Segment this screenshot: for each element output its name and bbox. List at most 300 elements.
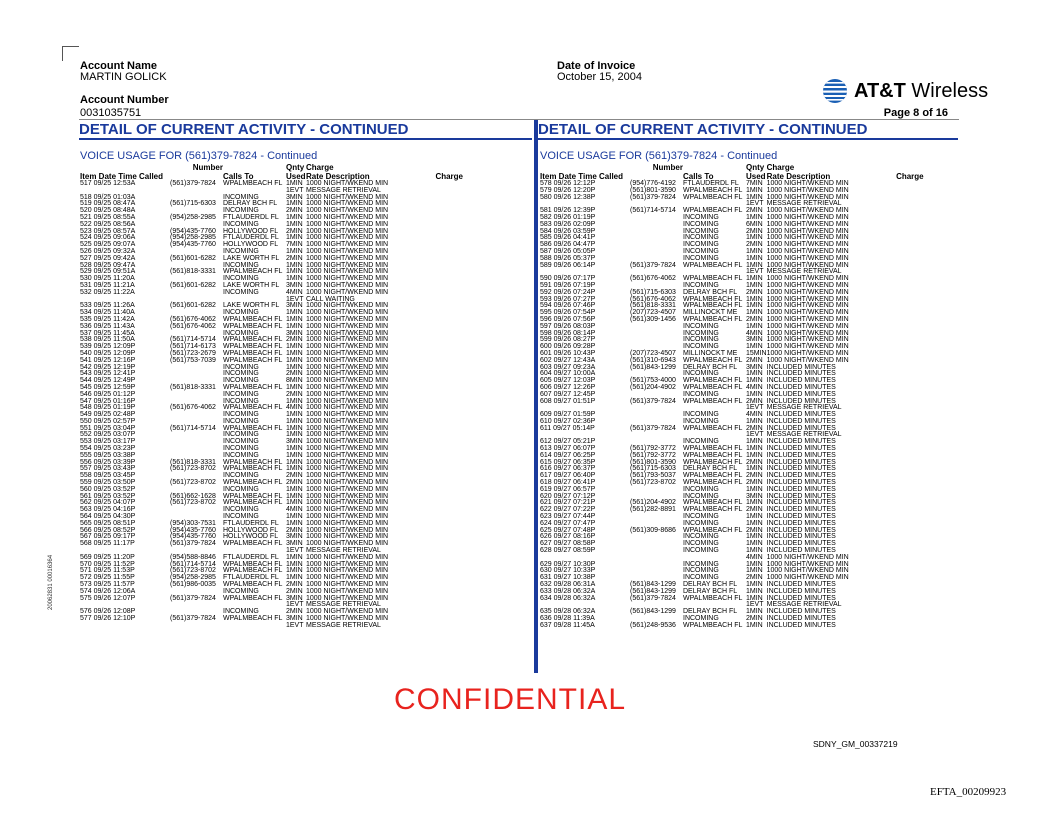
- cell-qnty: 1MIN: [286, 417, 303, 425]
- cell-description: 1000 NIGHT/WKEND MIN: [766, 356, 849, 364]
- cell-qnty: 1MIN: [746, 451, 763, 459]
- logo-wireless: Wireless: [905, 79, 989, 102]
- cell-calls-to: INCOMING: [683, 213, 719, 221]
- cell-qnty: 1MIN: [286, 180, 303, 187]
- cell-number: [630, 412, 683, 419]
- cell-charge: [864, 222, 924, 229]
- cell-item: 617 09/27 06:40P: [540, 472, 596, 480]
- cell-calls-to: INCOMING: [223, 411, 259, 419]
- cell-calls-to: INCOMING: [683, 519, 719, 527]
- cell-charge: [864, 623, 924, 630]
- cell-calls-to: WPALMBEACH FL: [683, 506, 743, 514]
- cell-charge: [403, 534, 463, 541]
- cell-description: 1000 NIGHT/WKEND MIN: [766, 281, 849, 289]
- col-number-top: Number: [652, 163, 683, 172]
- cell-description: 1000 NIGHT/WKEND MIN: [766, 302, 849, 310]
- table-row: [80, 500, 463, 507]
- cell-calls-to: INCOMING: [223, 377, 259, 385]
- col-item: Item Date Time: [540, 171, 597, 181]
- cell-charge: [403, 358, 463, 365]
- cell-charge: [864, 310, 924, 317]
- cell-item: 576 09/26 12:08P: [80, 608, 136, 616]
- cell-description: INCLUDED MINUTES: [766, 526, 836, 534]
- cell-charge: [864, 412, 924, 419]
- cell-number: [630, 541, 683, 548]
- cell-item: 618 09/27 06:41P: [540, 479, 596, 487]
- cell-charge: [403, 303, 463, 310]
- cell-charge: [864, 487, 924, 494]
- cell-description: 1000 NIGHT/WKEND MIN: [306, 513, 389, 521]
- cell-charge: [403, 317, 463, 324]
- cell-charge: [403, 582, 463, 589]
- cell-charge: [403, 446, 463, 453]
- cell-qnty: 4MIN: [746, 553, 763, 561]
- cell-calls-to: WPALMBEACH FL: [683, 193, 743, 201]
- cell-charge: [403, 521, 463, 528]
- cell-calls-to: INCOMING: [683, 560, 719, 568]
- cell-charge: [403, 453, 463, 460]
- cell-description: 1000 NIGHT/WKEND MIN: [306, 608, 389, 616]
- cell-number: [170, 188, 223, 195]
- cell-description: 1000 NIGHT/WKEND MIN: [766, 567, 849, 575]
- cell-description: 1000 NIGHT/WKEND MIN: [766, 329, 849, 337]
- cell-charge: [864, 303, 924, 310]
- cell-calls-to: INCOMING: [683, 220, 719, 228]
- cell-charge: [403, 351, 463, 358]
- cell-item: 555 09/25 03:38P: [80, 451, 136, 459]
- cell-charge: [864, 208, 924, 215]
- cell-description: 1000 NIGHT/WKEND MIN: [766, 193, 849, 201]
- cell-charge: [403, 473, 463, 480]
- cell-number: (561)676-4062: [170, 322, 216, 330]
- cell-qnty: 4MIN: [746, 329, 763, 337]
- cell-number: (561)309-1456: [630, 315, 676, 323]
- cell-calls-to: FTLAUDERDL FL: [223, 213, 279, 221]
- cell-item: 599 09/26 08:27P: [540, 336, 596, 344]
- cell-charge: [403, 290, 463, 297]
- cell-charge: [403, 514, 463, 521]
- cell-qnty: 2MIN: [746, 207, 763, 215]
- cell-calls-to: WPALMBEACH FL: [683, 594, 743, 602]
- cell-number: (561)714-6173: [170, 343, 216, 351]
- cell-charge: [864, 331, 924, 338]
- cell-item: 582 09/26 01:19P: [540, 213, 596, 221]
- cell-qnty: 1MIN: [286, 275, 303, 283]
- table-row: [540, 385, 924, 392]
- cell-number: (561)662-1628: [170, 492, 216, 500]
- table-row: [540, 208, 924, 215]
- cell-calls-to: INCOMING: [223, 472, 259, 480]
- col-used: Used: [746, 171, 766, 181]
- cell-calls-to: INCOMING: [223, 438, 259, 446]
- cell-calls-to: [223, 623, 286, 630]
- cell-charge: [864, 439, 924, 446]
- table-row: [540, 514, 924, 521]
- cell-description: 1000 NIGHT/WKEND MIN: [306, 322, 389, 330]
- cell-calls-to: WPALMBEACH FL: [223, 404, 283, 412]
- cell-charge: [403, 494, 463, 501]
- col-qnty-top: Qnty: [746, 163, 765, 172]
- cell-charge: [864, 602, 924, 609]
- cell-item: 563 09/25 04:16P: [80, 506, 136, 514]
- cell-number: [630, 405, 683, 412]
- cell-qnty: 7MIN: [286, 241, 303, 249]
- cell-calls-to: WPALMBEACH FL: [223, 336, 283, 344]
- cell-description: INCLUDED MINUTES: [766, 594, 836, 602]
- cell-charge: [403, 426, 463, 433]
- cell-item: 605 09/27 12:03P: [540, 377, 596, 385]
- cell-item: 634 09/28 06:32A: [540, 594, 596, 602]
- cell-item: 596 09/26 07:56P: [540, 315, 596, 323]
- cell-charge: [864, 351, 924, 358]
- cell-calls-to: INCOMING: [683, 411, 719, 419]
- cell-qnty: 3MIN: [746, 492, 763, 500]
- account-name: MARTIN GOLICK: [80, 71, 167, 83]
- cell-description: 1000 NIGHT/WKEND MIN: [306, 302, 389, 310]
- cell-qnty: 1MIN: [746, 587, 763, 595]
- cell-qnty: 1MIN: [286, 451, 303, 459]
- cell-description: 1000 NIGHT/WKEND MIN: [306, 594, 389, 602]
- cell-item: 602 09/27 12:43A: [540, 356, 596, 364]
- table-row: [540, 609, 924, 616]
- cell-charge: [864, 562, 924, 569]
- cell-calls-to: WPALMBEACH FL: [683, 275, 743, 283]
- cell-item: 568 09/25 11:17P: [80, 540, 135, 548]
- cell-qnty: 1EVT: [286, 186, 304, 194]
- account-number: 0031035751: [80, 107, 142, 119]
- cell-qnty: 1MIN: [286, 261, 303, 269]
- cell-description: 1000 NIGHT/WKEND MIN: [766, 295, 849, 303]
- cell-charge: [403, 276, 463, 283]
- cell-calls-to: INCOMING: [223, 275, 259, 283]
- cell-number: (954)435-7760: [170, 533, 216, 541]
- cell-qnty: 1MIN: [286, 234, 303, 242]
- cell-description: 1000 NIGHT/WKEND MIN: [766, 322, 849, 330]
- cell-qnty: 1MIN: [286, 567, 303, 575]
- cell-number: (561)986-0035: [170, 581, 216, 589]
- cell-description: 1000 NIGHT/WKEND MIN: [306, 404, 389, 412]
- table-row: [80, 385, 463, 392]
- cell-description: INCLUDED MINUTES: [766, 581, 836, 589]
- table-row: [540, 507, 924, 514]
- cell-description: 1000 NIGHT/WKEND MIN: [306, 499, 389, 507]
- table-row: [80, 616, 463, 623]
- cell-item: 523 09/25 08:57A: [80, 227, 136, 235]
- cell-charge: [403, 283, 463, 290]
- cell-qnty: 4MIN: [286, 404, 303, 412]
- cell-item: 536 09/25 11:43A: [80, 322, 135, 330]
- cell-item: 534 09/25 11:40A: [80, 309, 135, 317]
- cell-calls-to: WPALMBEACH FL: [223, 322, 283, 330]
- cell-description: 1000 NIGHT/WKEND MIN: [306, 587, 389, 595]
- cell-charge: [864, 528, 924, 535]
- cell-item: 586 09/26 04:47P: [540, 241, 596, 249]
- cell-charge: [864, 371, 924, 378]
- cell-qnty: 2MIN: [286, 608, 303, 616]
- cell-item: 575 09/26 12:07P: [80, 594, 136, 602]
- cell-charge: [864, 521, 924, 528]
- cell-qnty: 2MIN: [286, 526, 303, 534]
- cell-calls-to: WPALMBEACH FL: [223, 315, 283, 323]
- cell-calls-to: INCOMING: [223, 193, 259, 201]
- cell-number: [630, 432, 683, 439]
- cell-item: 525 09/25 09:07A: [80, 241, 136, 249]
- cell-qnty: 2MIN: [746, 288, 763, 296]
- cell-number: [630, 222, 683, 229]
- cell-qnty: 2MIN: [286, 336, 303, 344]
- cell-item: 608 09/27 01:51P: [540, 397, 596, 405]
- cell-charge: [864, 514, 924, 521]
- cell-charge: [403, 528, 463, 535]
- cell-description: 1000 NIGHT/WKEND MIN: [306, 349, 389, 357]
- cell-qnty: 1MIN: [286, 553, 303, 561]
- cell-item: 584 09/26 03:59P: [540, 227, 596, 235]
- cell-qnty: 1MIN: [286, 424, 303, 432]
- cell-item: 528 09/25 09:47A: [80, 261, 136, 269]
- cell-description: 1000 NIGHT/WKEND MIN: [306, 431, 389, 439]
- cell-item: 607 09/27 12:45P: [540, 390, 596, 398]
- cell-charge: [864, 269, 924, 276]
- cell-item: 622 09/27 07:22P: [540, 506, 596, 514]
- cell-number: (561)676-4062: [170, 404, 216, 412]
- table-row: [80, 541, 463, 548]
- cell-number: (561)818-3331: [170, 383, 216, 391]
- cell-calls-to: INCOMING: [223, 390, 259, 398]
- cell-item: 577 09/26 12:10P: [80, 615, 136, 622]
- cell-charge: [864, 324, 924, 331]
- cell-number: (561)379-7824: [170, 594, 216, 602]
- cell-qnty: 1MIN: [746, 533, 763, 541]
- cell-calls-to: WPALMBEACH FL: [683, 186, 743, 194]
- cell-item: 594 09/26 07:46P: [540, 302, 596, 310]
- header-rule: [79, 119, 959, 120]
- cell-qnty: 2MIN: [286, 254, 303, 262]
- col-number-top: Number: [192, 163, 223, 172]
- cell-charge: [864, 534, 924, 541]
- cell-charge: [403, 310, 463, 317]
- cell-charge: [864, 555, 924, 562]
- cell-qnty: 2MIN: [286, 370, 303, 378]
- cell-qnty: 3MIN: [286, 540, 303, 548]
- cell-number: [170, 392, 223, 399]
- cell-description: 1000 NIGHT/WKEND MIN: [306, 220, 389, 228]
- cell-charge: [403, 269, 463, 276]
- cell-charge: [403, 589, 463, 596]
- cell-number: (561)753-4000: [630, 377, 676, 385]
- cell-description: 1000 NIGHT/WKEND MIN: [306, 411, 389, 419]
- cell-item: 587 09/26 05:05P: [540, 247, 596, 255]
- cell-charge: [403, 215, 463, 222]
- cell-qnty: 1MIN: [746, 581, 763, 589]
- cell-qnty: 1MIN: [286, 574, 303, 582]
- cell-item: 572 09/25 11:55P: [80, 574, 135, 582]
- cell-calls-to: INCOMING: [223, 397, 259, 405]
- cell-item: 580 09/26 12:38P: [540, 193, 596, 201]
- cell-charge: [403, 541, 463, 548]
- cell-calls-to: INCOMING: [223, 417, 259, 425]
- cell-charge: [403, 412, 463, 419]
- cell-description: MESSAGE RETRIEVAL: [306, 601, 381, 609]
- cell-charge: [403, 392, 463, 399]
- table-row: [540, 337, 924, 344]
- cell-number: (561)818-3331: [170, 458, 216, 466]
- cell-item: 632 09/28 06:31A: [540, 581, 596, 589]
- cell-charge: [864, 453, 924, 460]
- att-wireless-logo: [822, 78, 988, 104]
- cell-calls-to: WPALMBEACH FL: [683, 445, 743, 453]
- cell-item: 547 09/25 01:16P: [80, 397, 136, 405]
- cell-number: (561)248-9536: [630, 621, 676, 629]
- cell-number: [170, 623, 223, 630]
- cell-charge: [403, 568, 463, 575]
- cell-description: 1000 NIGHT/WKEND MIN: [766, 227, 849, 235]
- cell-charge: [403, 235, 463, 242]
- cell-description: 1000 NIGHT/WKEND MIN: [766, 309, 849, 317]
- cell-calls-to: INCOMING: [683, 227, 719, 235]
- cell-number: [630, 562, 683, 569]
- cell-description: 1000 NIGHT/WKEND MIN: [766, 349, 849, 357]
- table-row: [80, 290, 463, 297]
- cell-number: (561)723-8702: [170, 499, 216, 507]
- cell-item: 635 09/28 06:32A: [540, 608, 596, 616]
- cell-qnty: 3MIN: [746, 363, 763, 371]
- table-row: [540, 399, 924, 406]
- cell-charge: [864, 541, 924, 548]
- cell-item: 553 09/25 03:17P: [80, 438, 136, 446]
- table-row: [540, 249, 924, 256]
- cell-item: 538 09/25 11:50A: [80, 336, 135, 344]
- cell-number: (561)753-7039: [170, 356, 216, 364]
- cell-calls-to: INCOMING: [683, 322, 719, 330]
- cell-qnty: 7MIN: [746, 180, 763, 187]
- cell-item: 610 09/27 02:36P: [540, 417, 596, 425]
- cell-calls-to: INCOMING: [683, 574, 719, 582]
- cell-charge: [403, 337, 463, 344]
- cell-number: (561)282-8891: [630, 506, 676, 514]
- cell-item: 546 09/25 01:12P: [80, 390, 136, 398]
- table-row: [80, 201, 463, 208]
- cell-number: [170, 365, 223, 372]
- cell-number: (207)723-4507: [630, 349, 676, 357]
- cell-charge: [403, 229, 463, 236]
- cell-number: (561)379-7824: [630, 594, 676, 602]
- table-row: [540, 222, 924, 229]
- column-divider: [534, 120, 538, 673]
- cell-calls-to: DELRAY BCH FL: [683, 363, 738, 371]
- cell-qnty: 2MIN: [286, 479, 303, 487]
- logo-brand: AT&T: [854, 79, 906, 102]
- cell-calls-to: WPALMBEACH FL: [683, 356, 743, 364]
- cell-description: 1000 NIGHT/WKEND MIN: [766, 336, 849, 344]
- cell-description: 1000 NIGHT/WKEND MIN: [306, 417, 389, 425]
- cell-calls-to: INCOMING: [223, 309, 259, 317]
- cell-charge: [403, 548, 463, 555]
- cell-calls-to: WPALMBEACH FL: [223, 615, 283, 622]
- cell-qnty: 1MIN: [746, 343, 763, 351]
- cell-description: 1000 NIGHT/WKEND MIN: [766, 275, 849, 283]
- cell-description: MESSAGE RETRIEVAL: [766, 404, 842, 412]
- cell-number: (561)601-6282: [170, 281, 216, 289]
- cell-number: (954)258-2985: [170, 574, 216, 582]
- cell-number: (954)776-4192: [630, 180, 676, 187]
- cell-calls-to: INCOMING: [223, 431, 259, 439]
- cell-number: (561)676-4062: [630, 275, 676, 283]
- cell-item: 631 09/27 10:38P: [540, 574, 596, 582]
- cell-description: 1000 NIGHT/WKEND MIN: [306, 526, 389, 534]
- cell-number: (561)723-8702: [170, 567, 216, 575]
- cell-calls-to: WPALMBEACH FL: [683, 526, 743, 534]
- cell-description: INCLUDED MINUTES: [766, 608, 836, 616]
- cell-charge: [403, 385, 463, 392]
- cell-qnty: 1MIN: [746, 370, 763, 378]
- usage-right: [540, 150, 990, 630]
- cell-charge: [864, 446, 924, 453]
- cell-item: 590 09/26 07:17P: [540, 275, 596, 283]
- cell-charge: [403, 487, 463, 494]
- cell-charge: [403, 480, 463, 487]
- cell-description: 1000 NIGHT/WKEND MIN: [306, 363, 389, 371]
- cell-qnty: 2MIN: [286, 227, 303, 235]
- cell-charge: [403, 297, 463, 304]
- cell-description: INCLUDED MINUTES: [766, 411, 836, 419]
- cell-item: 545 09/25 12:59P: [80, 383, 136, 391]
- cell-description: 1000 NIGHT/WKEND MIN: [766, 180, 849, 187]
- cell-qnty: 1MIN: [286, 200, 303, 208]
- cell-charge: [864, 378, 924, 385]
- cell-qnty: 1MIN: [746, 186, 763, 194]
- table-row: [540, 324, 924, 331]
- table-row: [540, 534, 924, 541]
- cell-calls-to: MILLINOCKT ME: [683, 309, 738, 317]
- cell-number: (561)793-5037: [630, 472, 676, 480]
- cell-number: (561)601-6282: [170, 302, 216, 310]
- cell-charge: [403, 371, 463, 378]
- cell-item: 531 09/25 11:21A: [80, 281, 135, 289]
- cell-number: (954)435-7760: [170, 227, 216, 235]
- cell-qnty: 1MIN: [746, 547, 763, 555]
- cell-qnty: 1MIN: [746, 499, 763, 507]
- cell-description: 1000 NIGHT/WKEND MIN: [766, 234, 849, 242]
- cell-charge: [403, 439, 463, 446]
- account-number-label: Account Number: [80, 94, 169, 106]
- cell-description: 1000 NIGHT/WKEND MIN: [766, 261, 849, 269]
- cell-calls-to: INCOMING: [683, 247, 719, 255]
- cell-qnty: 1MIN: [286, 247, 303, 255]
- cell-calls-to: WPALMBEACH FL: [223, 343, 283, 351]
- cell-qnty: 1MIN: [286, 356, 303, 364]
- cell-item: 578 09/26 12:12P: [540, 180, 596, 187]
- cell-calls-to: WPALMBEACH FL: [223, 499, 283, 507]
- col-desc-top: Charge: [306, 163, 334, 172]
- cell-qnty: 2MIN: [746, 574, 763, 582]
- bates-number: 20062831 00016364: [48, 554, 54, 610]
- cell-item: 614 09/27 06:25P: [540, 451, 596, 459]
- cell-qnty: 2MIN: [286, 472, 303, 480]
- cell-description: INCLUDED MINUTES: [766, 417, 836, 425]
- cell-number: (954)435-7760: [170, 526, 216, 534]
- cell-calls-to: WPALMBEACH FL: [223, 383, 283, 391]
- table-row: [80, 324, 463, 331]
- cell-description: INCLUDED MINUTES: [766, 458, 836, 466]
- cell-qnty: 1MIN: [286, 465, 303, 473]
- cell-charge: [403, 208, 463, 215]
- cell-number: (561)714-5714: [630, 207, 676, 215]
- cell-item: 566 09/25 08:52P: [80, 526, 136, 534]
- cell-charge: [864, 188, 924, 195]
- cell-charge: [864, 195, 924, 202]
- cell-description: 1000 NIGHT/WKEND MIN: [306, 207, 389, 215]
- cell-item: 597 09/26 08:03P: [540, 322, 596, 330]
